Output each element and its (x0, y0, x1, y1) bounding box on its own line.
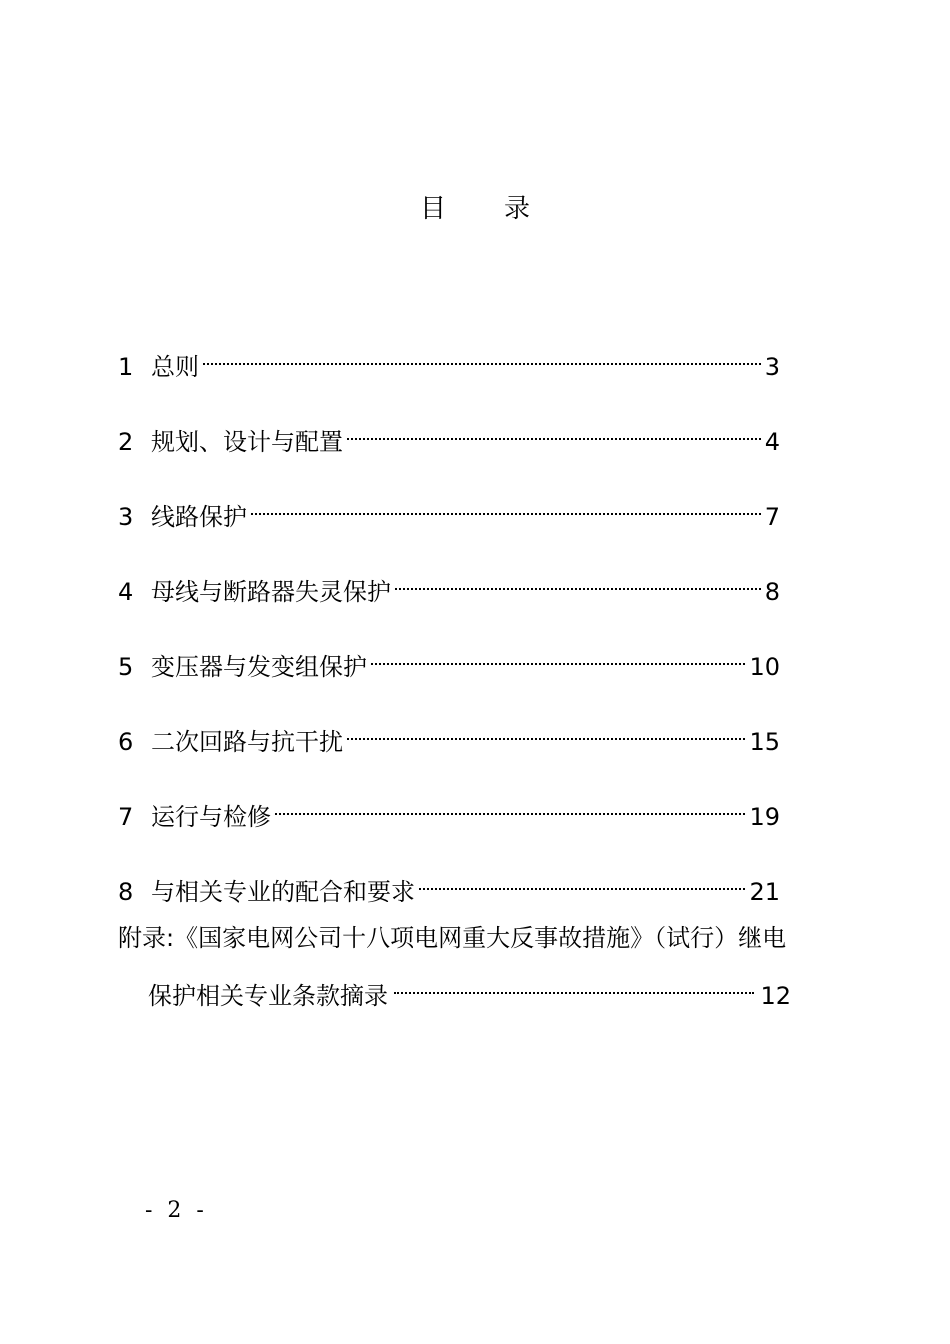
toc-entry-3[interactable] (118, 485, 780, 531)
toc-entry-number: 6 (118, 728, 134, 756)
toc-leader-dots (394, 964, 754, 1004)
toc-entry-page: 10 (749, 653, 780, 681)
toc-leader-dots (347, 410, 761, 450)
toc-entry-number: 2 (118, 428, 134, 456)
toc-entry-label: 二次回路与抗干扰 (151, 728, 343, 756)
toc-leader-dots (395, 560, 761, 600)
toc-entry-8[interactable] (118, 860, 780, 906)
toc-entry-label: 变压器与发变组保护 (151, 653, 367, 681)
toc-appendix-entry[interactable] (118, 918, 838, 1016)
toc-leader-dots (251, 485, 761, 525)
toc-leader-dots (419, 860, 745, 900)
toc-entry-7[interactable] (118, 785, 780, 831)
toc-entry-page: 8 (764, 578, 780, 606)
toc-entry-label: 线路保护 (151, 503, 247, 531)
appendix-title-continuation: 保护相关专业条款摘录 (148, 982, 388, 1010)
toc-entry-page: 19 (749, 803, 780, 831)
toc-leader-dots (275, 785, 745, 825)
toc-entry-6[interactable] (118, 710, 780, 756)
toc-leader-dots (347, 710, 745, 750)
toc-entry-label: 与相关专业的配合和要求 (151, 878, 415, 906)
toc-entry-number: 4 (118, 578, 134, 606)
toc-entry-label: 规划、设计与配置 (151, 428, 343, 456)
page-number: - 2 - (145, 1198, 208, 1223)
toc-leader-dots (203, 335, 761, 375)
toc-entry-label: 总则 (151, 353, 199, 381)
toc-entry-4[interactable] (118, 560, 780, 606)
toc-entry-number: 3 (118, 503, 134, 531)
toc-entry-label: 母线与断路器失灵保护 (151, 578, 391, 606)
toc-entry-page: 3 (764, 353, 780, 381)
toc-entry-number: 7 (118, 803, 134, 831)
toc-entry-5[interactable] (118, 635, 780, 681)
toc-entry-page: 4 (764, 428, 780, 456)
toc-entry-label: 运行与检修 (151, 803, 271, 831)
appendix-title-line-2 (118, 964, 791, 1016)
toc-entry-page: 7 (764, 503, 780, 531)
toc-title-char-2: 录 (504, 194, 531, 224)
toc-entry-page: 15 (749, 728, 780, 756)
toc-entry-number: 5 (118, 653, 134, 681)
toc-entry-page: 21 (749, 878, 780, 906)
toc-entry-2[interactable] (118, 410, 780, 456)
toc-entry-1[interactable] (118, 335, 780, 381)
appendix-title-line-1: 附录:《国家电网公司十八项电网重大反事故措施》（试行）继电 (118, 924, 787, 952)
toc-entry-number: 8 (118, 878, 134, 906)
toc-title-char-1: 目 (419, 194, 446, 224)
toc-leader-dots (371, 635, 745, 675)
appendix-page: 12 (760, 982, 791, 1010)
toc-entry-number: 1 (118, 353, 134, 381)
